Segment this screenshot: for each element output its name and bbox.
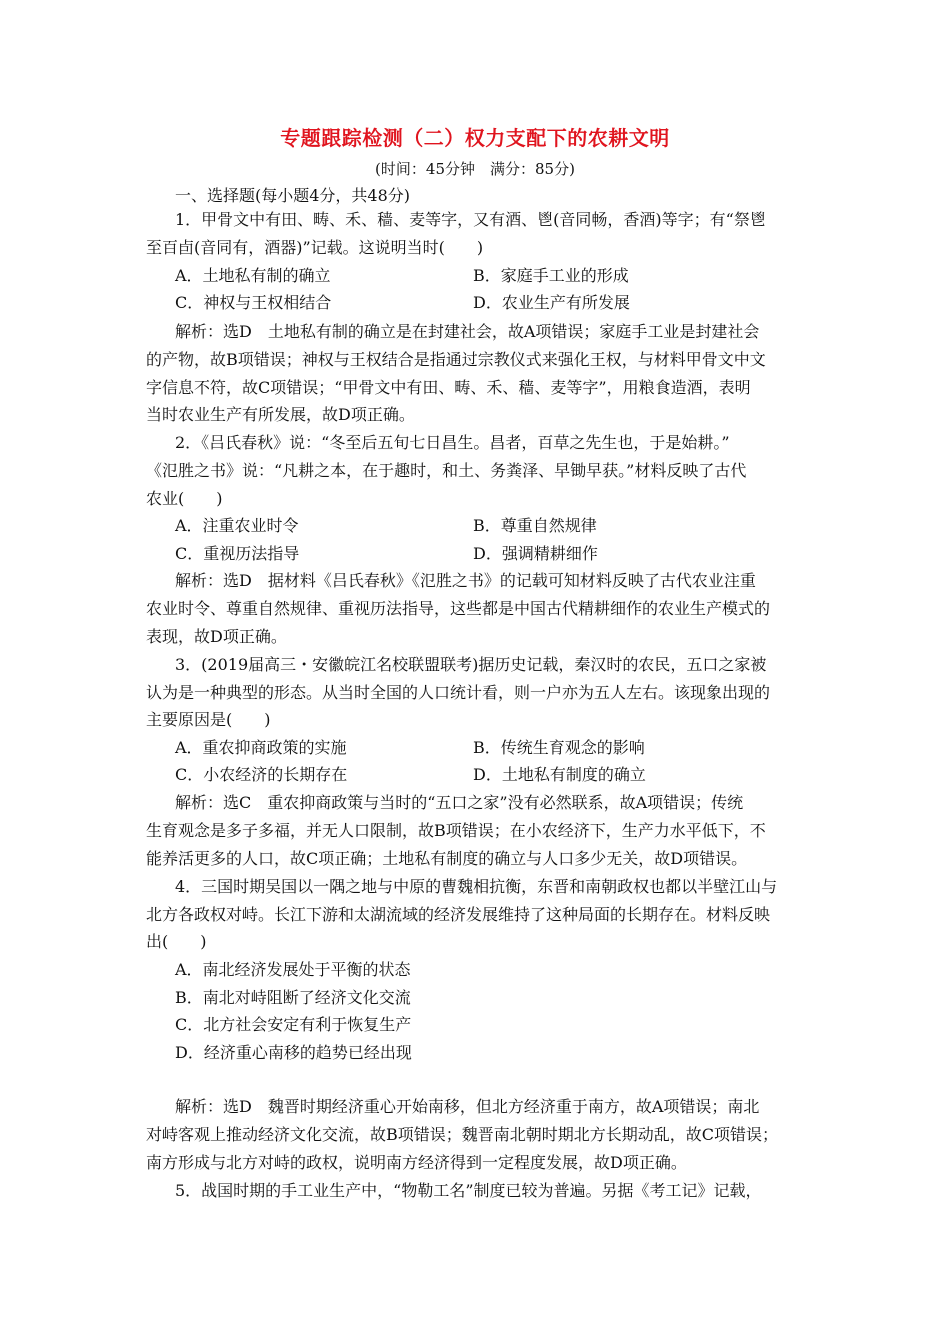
text-line: B．尊重自然规律 (473, 516, 597, 535)
text-line: C．重视历法指导 (175, 544, 300, 563)
text-line: A．土地私有制的确立 (175, 266, 331, 285)
text-line: 至百卣(音同有，酒器)”记载。这说明当时( ) (146, 238, 484, 257)
text-line: D．农业生产有所发展 (473, 293, 630, 312)
text-line: 2．《吕氏春秋》说：“冬至后五旬七日昌生。昌者，百草之先生也，于是始耕。” (175, 433, 730, 452)
page-title: 专题跟踪检测（二）权力支配下的农耕文明 (280, 126, 670, 150)
text-line: D．强调精耕细作 (473, 544, 598, 563)
text-line: 生育观念是多子多福，并无人口限制，故B项错误；在小农经济下，生产力水平低下，不 (146, 821, 766, 840)
text-line: B．家庭手工业的形成 (473, 266, 629, 285)
text-line: 解析：选D 据材料《吕氏春秋》《氾胜之书》的记载可知材料反映了古代农业注重 (175, 571, 756, 590)
text-line: A．注重农业时令 (175, 516, 299, 535)
text-line: 能养活更多的人口，故C项正确；土地私有制度的确立与人口多少无关，故D项错误。 (146, 849, 748, 868)
text-line: 5．战国时期的手工业生产中，“物勒工名”制度已较为普遍。另据《考工记》记载， (175, 1181, 762, 1200)
text-line: 表现，故D项正确。 (146, 627, 287, 646)
text-line: 出( ) (146, 932, 207, 951)
text-line: 《氾胜之书》说：“凡耕之本，在于趣时，和土、务粪泽、早锄早获。”材料反映了古代 (146, 461, 747, 480)
text-line: A．重农抑商政策的实施 (175, 738, 347, 757)
text-line: 解析：选D 土地私有制的确立是在封建社会，故A项错误；家庭手工业是封建社会 (175, 322, 760, 341)
text-line: C．小农经济的长期存在 (175, 765, 348, 784)
section-heading: 一、选择题(每小题4分，共48分) (175, 186, 411, 205)
text-line: 对峙客观上推动经济文化交流，故B项错误；魏晋南北朝时期北方长期动乱，故C项错误； (146, 1125, 779, 1144)
text-line: 南方形成与北方对峙的政权，说明南方经济得到一定程度发展，故D项正确。 (146, 1153, 687, 1172)
text-line: 解析：选D 魏晋时期经济重心开始南移，但北方经济重于南方，故A项错误；南北 (175, 1097, 760, 1116)
text-line: C．北方社会安定有利于恢复生产 (175, 1015, 412, 1034)
text-line: 3．(2019届高三・安徽皖江名校联盟联考)据历史记载，秦汉时的农民，五口之家被 (175, 655, 767, 674)
text-line: A．南北经济发展处于平衡的状态 (175, 960, 411, 979)
text-line: 4．三国时期吴国以一隅之地与中原的曹魏相抗衡，东晋和南朝政权也都以半壁江山与 (175, 877, 778, 896)
text-line: 字信息不符，故C项错误；“甲骨文中有田、畴、禾、穑、麦等字”，用粮食造酒，表明 (146, 378, 751, 397)
text-line: 当时农业生产有所发展，故D项正确。 (146, 405, 415, 424)
text-line: 农业时令、尊重自然规律、重视历法指导，这些都是中国古代精耕细作的农业生产模式的 (146, 599, 771, 618)
exam-meta: (时间：45分钟 满分：85分) (375, 160, 575, 178)
text-line: C．神权与王权相结合 (175, 293, 332, 312)
text-line: 的产物，故B项错误；神权与王权结合是指通过宗教仪式来强化王权，与材料甲骨文中文 (146, 350, 766, 369)
text-line: B．传统生育观念的影响 (473, 738, 645, 757)
text-line: B．南北对峙阻断了经济文化交流 (175, 988, 411, 1007)
text-line: D．经济重心南移的趋势已经出现 (175, 1043, 412, 1062)
text-line: 解析：选C 重农抑商政策与当时的“五口之家”没有必然联系，故A项错误；传统 (175, 793, 744, 812)
text-line: 主要原因是( ) (146, 710, 271, 729)
text-line: D．土地私有制度的确立 (473, 765, 646, 784)
text-line: 北方各政权对峙。长江下游和太湖流域的经济发展维持了这种局面的长期存在。材料反映 (146, 905, 771, 924)
text-line: 农业( ) (146, 489, 223, 508)
text-line: 认为是一种典型的形态。从当时全国的人口统计看，则一户亦为五人左右。该现象出现的 (146, 683, 771, 702)
text-line: 1．甲骨文中有田、畴、禾、穑、麦等字，又有酒、鬯(音同畅，香酒)等字；有“祭鬯 (175, 210, 766, 229)
